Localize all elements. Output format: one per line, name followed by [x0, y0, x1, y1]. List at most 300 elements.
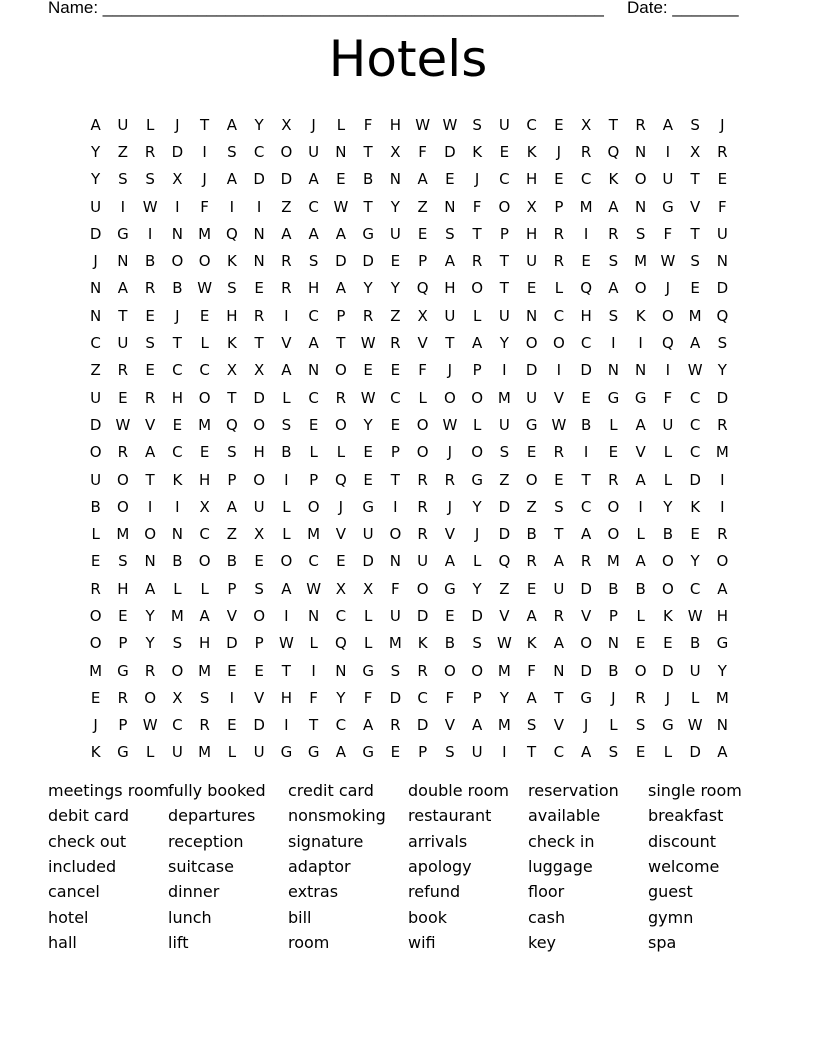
grid-letter: P [608, 606, 618, 625]
grid-row [82, 657, 736, 684]
grid-letter: O [171, 252, 184, 271]
grid-letter: N [335, 661, 347, 680]
grid-letter: D [444, 142, 456, 161]
grid-letter: T [390, 470, 400, 489]
grid-letter: N [635, 142, 647, 161]
grid-letter: M [198, 661, 212, 680]
grid-letter: G [716, 634, 729, 653]
grid-letter: W [660, 252, 676, 271]
grid-letter: I [175, 497, 180, 516]
grid-letter: Q [334, 634, 347, 653]
grid-letter: O [634, 279, 647, 298]
grid-letter: D [89, 415, 102, 434]
grid-letter: T [227, 388, 237, 407]
grid-letter: E [526, 443, 537, 462]
grid-letter: A [90, 115, 101, 134]
grid-letter: V [689, 197, 701, 216]
grid-letter: U [553, 579, 565, 598]
grid-letter: D [226, 634, 238, 653]
grid-letter: M [715, 688, 729, 707]
grid-letter: E [90, 552, 101, 571]
grid-letter: G [607, 388, 620, 407]
grid-letter: C [90, 334, 101, 353]
grid-letter: D [171, 142, 184, 161]
grid-letter: U [362, 525, 374, 544]
grid-letter: I [284, 470, 289, 489]
grid-letter: O [498, 197, 511, 216]
grid-letter: U [117, 115, 129, 134]
grid-letter: U [90, 388, 102, 407]
word-list-row [48, 904, 778, 929]
grid-letter: J [474, 525, 480, 544]
grid-letter: K [90, 743, 101, 762]
grid-letter: M [198, 743, 212, 762]
grid-letter: J [611, 688, 616, 707]
grid-letter: A [689, 334, 701, 353]
grid-letter: R [553, 606, 565, 625]
grid-letter: L [173, 579, 182, 598]
grid-letter: T [145, 470, 155, 489]
grid-row [82, 493, 736, 520]
grid-letter: E [635, 743, 646, 762]
grid-letter: R [717, 415, 728, 434]
grid-letter: Y [390, 279, 400, 298]
grid-letter: I [502, 743, 507, 762]
word-list [48, 778, 778, 955]
grid-letter: C [390, 388, 401, 407]
grid-letter: S [227, 142, 237, 161]
grid-letter: I [556, 361, 562, 380]
grid-letter: A [444, 552, 455, 571]
grid-letter: N [716, 716, 728, 735]
grid-letter: C [580, 334, 592, 353]
grid-letter: S [445, 743, 455, 762]
grid-letter: R [144, 142, 156, 161]
grid-letter: E [199, 306, 210, 325]
grid-letter: S [608, 252, 619, 271]
grid-letter: D [471, 606, 483, 625]
grid-letter: X [199, 497, 210, 516]
word-list-item: cancel [48, 882, 100, 902]
grid-letter: S [118, 552, 128, 571]
grid-letter: J [175, 306, 180, 325]
grid-letter: N [526, 306, 538, 325]
grid-letter: I [638, 497, 643, 516]
grid-row [82, 520, 736, 547]
grid-letter: C [553, 306, 565, 325]
grid-letter: R [335, 388, 347, 407]
word-list-item: welcome [648, 857, 720, 877]
grid-row [82, 712, 736, 739]
grid-letter: O [307, 497, 320, 516]
grid-letter: B [662, 525, 674, 544]
grid-letter: A [335, 224, 346, 243]
word-list-item: departures [168, 806, 256, 826]
grid-letter: Y [690, 552, 700, 571]
grid-letter: R [117, 443, 129, 462]
grid-letter: G [362, 224, 374, 243]
grid-letter: A [662, 115, 673, 134]
grid-letter: I [202, 142, 207, 161]
grid-letter: O [661, 306, 674, 325]
grid-letter: S [472, 634, 482, 653]
grid-letter: J [665, 279, 671, 298]
grid-letter: R [199, 716, 210, 735]
grid-letter: M [198, 415, 212, 434]
grid-letter: R [417, 661, 428, 680]
grid-letter: Y [472, 497, 482, 516]
grid-letter: H [307, 279, 320, 298]
grid-letter: A [635, 470, 646, 489]
grid-letter: L [309, 634, 318, 653]
grid-letter: O [280, 142, 293, 161]
grid-letter: S [690, 252, 700, 271]
grid-row [82, 630, 736, 657]
grid-letter: Z [90, 361, 101, 380]
grid-letter: E [390, 415, 401, 434]
grid-letter: N [607, 634, 619, 653]
grid-letter: E [390, 361, 401, 380]
grid-letter: A [608, 279, 619, 298]
grid-letter: A [471, 334, 483, 353]
grid-letter: S [608, 743, 619, 762]
grid-letter: R [253, 306, 265, 325]
grid-letter: H [198, 634, 211, 653]
grid-letter: D [362, 252, 374, 271]
grid-letter: O [116, 470, 129, 489]
grid-letter: E [390, 743, 401, 762]
grid-letter: S [445, 224, 455, 243]
grid-letter: U [389, 224, 401, 243]
grid-letter: M [497, 661, 511, 680]
grid-letter: L [472, 552, 482, 571]
grid-letter: W [442, 115, 458, 134]
grid-letter: G [117, 224, 129, 243]
grid-letter: A [717, 579, 728, 598]
grid-letter: S [635, 224, 646, 243]
word-list-item: spa [648, 932, 677, 952]
grid-row [82, 466, 736, 493]
grid-letter: D [580, 661, 592, 680]
grid-letter: A [526, 688, 537, 707]
grid-letter: J [202, 170, 207, 189]
grid-letter: P [472, 688, 482, 707]
grid-letter: M [307, 525, 321, 544]
grid-letter: G [307, 743, 320, 762]
grid-letter: O [89, 606, 102, 625]
grid-letter: T [200, 115, 210, 134]
grid-letter: Y [254, 115, 264, 134]
grid-letter: P [499, 224, 509, 243]
grid-letter: S [227, 443, 237, 462]
grid-letter: W [115, 415, 131, 434]
grid-letter: A [471, 716, 483, 735]
grid-row [82, 384, 736, 411]
grid-letter: N [253, 224, 265, 243]
grid-letter: E [717, 170, 728, 189]
grid-letter: D [416, 716, 429, 735]
grid-letter: W [333, 197, 349, 216]
grid-letter: S [227, 279, 237, 298]
grid-letter: C [172, 443, 183, 462]
grid-letter: C [499, 170, 510, 189]
grid-letter: Z [499, 470, 510, 489]
grid-letter: F [363, 115, 373, 134]
grid-letter: I [147, 497, 153, 516]
grid-letter: R [580, 142, 592, 161]
grid-letter: G [362, 743, 374, 762]
grid-letter: Y [663, 497, 673, 516]
grid-row [82, 138, 736, 165]
grid-letter: G [525, 415, 538, 434]
grid-letter: R [608, 470, 619, 489]
grid-letter: A [635, 552, 646, 571]
grid-letter: Y [336, 688, 346, 707]
grid-letter: U [716, 224, 728, 243]
grid-letter: L [200, 579, 209, 598]
grid-letter: N [90, 306, 102, 325]
grid-letter: O [580, 634, 593, 653]
grid-letter: K [226, 334, 237, 353]
grid-letter: T [690, 170, 700, 189]
grid-letter: Y [390, 197, 400, 216]
grid-letter: G [362, 661, 374, 680]
grid-letter: K [526, 634, 537, 653]
grid-letter: L [336, 115, 346, 134]
word-list-item: available [528, 806, 601, 826]
grid-letter: W [142, 716, 158, 735]
grid-letter: C [335, 606, 347, 625]
grid-letter: C [308, 197, 319, 216]
grid-letter: E [445, 170, 455, 189]
grid-letter: B [226, 552, 238, 571]
word-list-row [48, 854, 778, 879]
word-list-item: credit card [288, 781, 374, 801]
grid-letter: U [417, 552, 429, 571]
grid-letter: I [638, 334, 643, 353]
grid-letter: O [253, 470, 266, 489]
grid-letter: E [390, 252, 401, 271]
grid-letter: D [389, 688, 402, 707]
grid-letter: F [472, 197, 482, 216]
grid-letter: B [444, 634, 456, 653]
word-list-item: adaptor [288, 857, 351, 877]
grid-letter: X [362, 579, 374, 598]
grid-letter: T [172, 334, 182, 353]
grid-letter: Y [145, 606, 155, 625]
grid-letter: D [498, 525, 511, 544]
grid-letter: T [499, 279, 509, 298]
grid-row [82, 575, 736, 602]
grid-letter: X [390, 142, 401, 161]
grid-letter: U [526, 388, 538, 407]
grid-letter: O [89, 634, 102, 653]
grid-letter: W [360, 334, 376, 353]
grid-letter: Q [416, 279, 429, 298]
grid-letter: E [554, 470, 564, 489]
grid-letter: Z [499, 579, 510, 598]
grid-letter: I [393, 497, 398, 516]
grid-letter: R [144, 388, 156, 407]
grid-letter: K [690, 497, 701, 516]
word-list-item: dinner [168, 882, 220, 902]
grid-letter: T [690, 224, 700, 243]
grid-letter: N [553, 661, 565, 680]
grid-letter: E [118, 606, 128, 625]
grid-letter: E [499, 142, 510, 161]
grid-letter: V [281, 334, 292, 353]
grid-letter: O [334, 415, 347, 434]
grid-letter: T [118, 306, 128, 325]
grid-letter: O [443, 388, 456, 407]
grid-letter: U [498, 306, 510, 325]
grid-letter: F [445, 688, 455, 707]
grid-letter: R [417, 497, 428, 516]
grid-letter: Q [661, 334, 674, 353]
grid-letter: L [554, 279, 564, 298]
grid-letter: S [390, 661, 401, 680]
grid-letter: J [175, 115, 180, 134]
grid-letter: E [227, 716, 237, 735]
grid-letter: Y [472, 579, 482, 598]
word-list-item: suitcase [168, 857, 234, 877]
grid-letter: C [580, 497, 592, 516]
page-title: Hotels [328, 30, 488, 88]
grid-letter: R [117, 361, 129, 380]
grid-letter: W [360, 388, 376, 407]
word-list-item: reception [168, 831, 244, 851]
grid-letter: U [389, 606, 401, 625]
word-list-item: included [48, 857, 117, 877]
grid-letter: U [662, 170, 674, 189]
grid-letter: I [284, 606, 289, 625]
grid-row [82, 329, 736, 356]
grid-letter: U [498, 115, 510, 134]
grid-letter: S [172, 634, 183, 653]
grid-letter: X [580, 115, 592, 134]
word-list-item: cash [528, 907, 566, 927]
grid-letter: T [527, 743, 537, 762]
grid-letter: B [281, 443, 292, 462]
grid-letter: H [198, 470, 211, 489]
grid-letter: B [608, 579, 619, 598]
grid-letter: B [362, 170, 374, 189]
grid-letter: O [253, 415, 266, 434]
grid-letter: O [416, 415, 429, 434]
word-list-item: extras [288, 882, 339, 902]
grid-letter: A [635, 415, 646, 434]
word-list-item: fully booked [168, 781, 266, 801]
grid-letter: E [417, 224, 428, 243]
grid-letter: Q [498, 552, 511, 571]
grid-letter: R [281, 279, 292, 298]
grid-letter: H [525, 224, 538, 243]
name-field-line: Name: _____________________________________________________ [48, 0, 604, 17]
grid-letter: E [663, 634, 673, 653]
grid-letter: C [335, 716, 347, 735]
grid-row [82, 439, 736, 466]
grid-letter: S [499, 443, 510, 462]
grid-letter: B [144, 252, 156, 271]
grid-row [82, 357, 736, 384]
grid-letter: Z [417, 197, 428, 216]
grid-letter: P [227, 579, 237, 598]
grid-letter: S [608, 306, 619, 325]
grid-letter: H [716, 606, 729, 625]
grid-letter: L [636, 525, 645, 544]
grid-letter: X [253, 525, 265, 544]
grid-letter: M [89, 661, 103, 680]
grid-letter: Y [499, 334, 509, 353]
grid-letter: S [199, 688, 210, 707]
grid-letter: A [553, 552, 564, 571]
grid-letter: J [556, 142, 562, 161]
grid-letter: E [308, 415, 319, 434]
grid-letter: L [663, 443, 673, 462]
grid-letter: U [689, 661, 701, 680]
grid-letter: L [363, 606, 373, 625]
grid-letter: B [580, 415, 592, 434]
grid-letter: A [417, 170, 428, 189]
grid-letter: R [553, 443, 565, 462]
grid-letter: U [253, 743, 265, 762]
grid-letter: K [526, 142, 537, 161]
grid-letter: S [254, 579, 264, 598]
grid-letter: C [172, 361, 183, 380]
grid-letter: C [199, 361, 210, 380]
grid-letter: Y [91, 142, 101, 161]
grid-letter: S [308, 252, 319, 271]
word-list-item: luggage [528, 857, 593, 877]
grid-letter: T [254, 334, 264, 353]
grid-letter: E [635, 634, 646, 653]
grid-letter: V [553, 716, 564, 735]
grid-letter: E [118, 388, 128, 407]
word-list-item: bill [288, 907, 312, 927]
grid-letter: H [389, 115, 402, 134]
date-field-line: Date: _______ [627, 0, 739, 17]
grid-letter: G [662, 716, 674, 735]
grid-letter: L [609, 716, 618, 735]
grid-letter: V [335, 525, 346, 544]
grid-letter: U [308, 142, 320, 161]
grid-letter: V [253, 688, 265, 707]
grid-letter: K [662, 606, 673, 625]
grid-letter: X [281, 115, 292, 134]
grid-letter: T [445, 334, 455, 353]
grid-letter: A [226, 115, 237, 134]
grid-letter: Q [334, 470, 347, 489]
grid-letter: M [170, 606, 184, 625]
grid-letter: U [90, 197, 102, 216]
word-list-item: single room [648, 781, 742, 801]
grid-letter: P [472, 361, 482, 380]
grid-letter: N [171, 525, 183, 544]
grid-letter: X [526, 197, 537, 216]
grid-letter: O [716, 552, 729, 571]
word-list-row [48, 778, 778, 803]
grid-letter: V [417, 334, 428, 353]
word-list-item: reservation [528, 781, 619, 801]
grid-letter: L [663, 743, 673, 762]
grid-letter: X [172, 688, 183, 707]
grid-letter: V [553, 388, 564, 407]
grid-letter: M [715, 443, 729, 462]
grid-letter: Y [91, 170, 101, 189]
grid-letter: H [444, 279, 456, 298]
grid-letter: U [662, 415, 674, 434]
grid-letter: H [171, 388, 184, 407]
